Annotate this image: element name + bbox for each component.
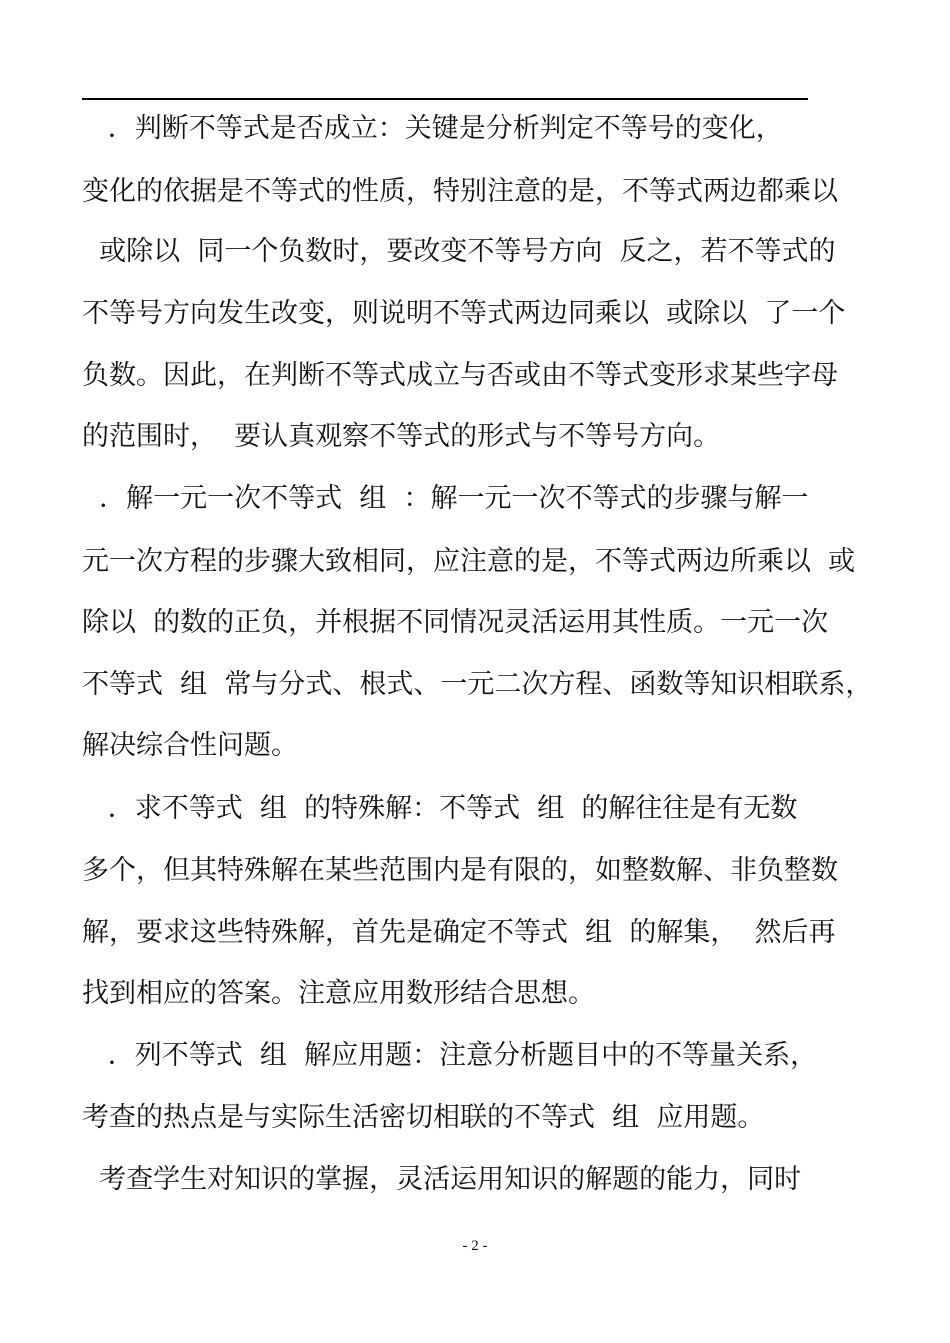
text-line: 的范围时， 要认真观察不等式的形式与不等号方向。: [82, 421, 721, 452]
text-line: 变化的依据是不等式的性质，特别注意的是，不等式两边都乘以: [82, 176, 838, 207]
text-line: ．列不等式 组 解应用题：注意分析题目中的不等量关系，: [82, 1040, 818, 1071]
text-line: ．求不等式 组 的特殊解：不等式 组 的解往往是有无数: [82, 793, 798, 824]
text-line: 考查的热点是与实际生活密切相联的不等式 组 应用题。: [82, 1102, 765, 1133]
text-line: 解，要求这些特殊解，首先是确定不等式 组 的解集， 然后再: [82, 917, 836, 948]
text-line: 考查学生对知识的掌握，灵活运用知识的解题的能力，同时: [82, 1164, 802, 1195]
text-line: 不等式 组 常与分式、根式、一元二次方程、函数等知识相联系，: [82, 669, 872, 700]
text-line: 或除以 同一个负数时，要改变不等号方向 反之，若不等式的: [82, 236, 836, 267]
text-line: 元一次方程的步骤大致相同，应注意的是，不等式两边所乘以 或: [82, 546, 856, 577]
text-line: 不等号方向发生改变，则说明不等式两边同乘以 或除以 了一个: [82, 298, 846, 329]
page-number: - 2 -: [462, 1238, 488, 1254]
text-line: ．解一元一次不等式 组 ：解一元一次不等式的步骤与解一: [82, 483, 809, 514]
text-line: 找到相应的答案。注意应用数形结合思想。: [82, 978, 595, 1009]
text-line: 除以 的数的正负，并根据不同情况灵活运用其性质。一元一次: [82, 607, 829, 638]
text-line: 解决综合性问题。: [82, 730, 298, 761]
text-line: 多个，但其特殊解在某些范围内是有限的，如整数解、非负整数: [82, 855, 838, 886]
text-line: ．判断不等式是否成立：关键是分析判定不等号的变化，: [82, 113, 783, 144]
text-line: 负数。因此，在判断不等式成立与否或由不等式变形求某些字母: [82, 360, 838, 391]
header-rule: [82, 98, 808, 100]
